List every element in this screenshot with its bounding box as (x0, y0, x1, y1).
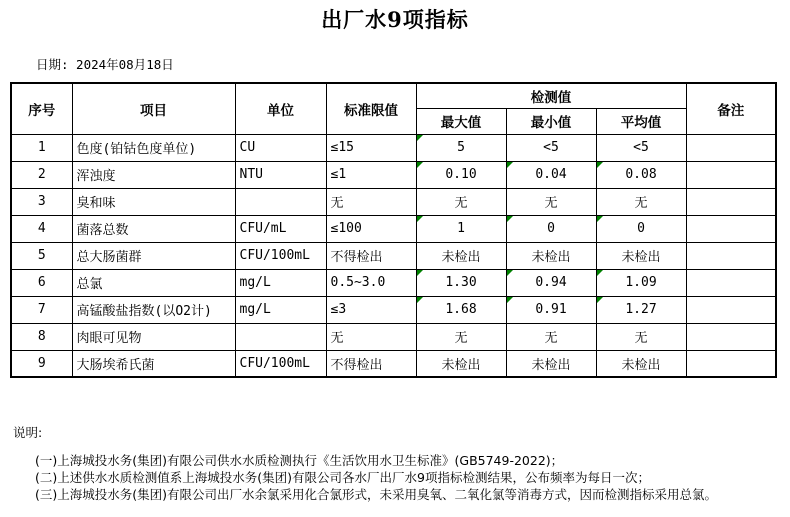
table-row (11, 161, 776, 188)
limit-cell: 0.5~3.0 (326, 269, 416, 296)
cell-corner-marker-icon (507, 270, 513, 276)
seq-cell: 9 (11, 350, 72, 377)
unit-cell: mg/L (235, 269, 326, 296)
table-row (11, 350, 776, 377)
avg-value-cell: 1.27 (596, 296, 686, 323)
unit-cell: CFU/mL (235, 215, 326, 242)
header-max: 最大值 (416, 108, 506, 134)
min-value-cell: 无 (506, 188, 596, 215)
limit-cell: ≤1 (326, 161, 416, 188)
table-row (11, 188, 776, 215)
cell-corner-marker-icon (597, 216, 603, 222)
limit-cell: ≤3 (326, 296, 416, 323)
header-unit: 单位 (235, 83, 326, 134)
item-cell: 臭和味 (72, 188, 235, 215)
max-value-cell: 1.30 (416, 269, 506, 296)
limit-cell: 不得检出 (326, 350, 416, 377)
max-value-cell: 1.68 (416, 296, 506, 323)
limit-cell: ≤100 (326, 215, 416, 242)
max-value-cell: 未检出 (416, 242, 506, 269)
limit-cell: ≤15 (326, 134, 416, 161)
limit-cell: 不得检出 (326, 242, 416, 269)
cell-corner-marker-icon (417, 270, 423, 276)
seq-cell: 6 (11, 269, 72, 296)
seq-cell: 5 (11, 242, 72, 269)
item-cell: 总大肠菌群 (72, 242, 235, 269)
header-limit: 标准限值 (326, 83, 416, 134)
water-quality-table (10, 82, 777, 378)
remark-cell (686, 350, 776, 377)
avg-value-cell: 未检出 (596, 242, 686, 269)
table-row (11, 323, 776, 350)
avg-value-cell: 未检出 (596, 350, 686, 377)
item-cell: 高锰酸盐指数(以O2计) (72, 296, 235, 323)
note-line: (一)上海城投水务(集团)有限公司供水水质检测执行《生活饮用水卫生标准》(GB5749-2022)； (35, 453, 564, 468)
seq-cell: 1 (11, 134, 72, 161)
table-row (11, 242, 776, 269)
table-row (11, 134, 776, 161)
unit-cell: CU (235, 134, 326, 161)
unit-cell: mg/L (235, 296, 326, 323)
min-value-cell: 0.94 (506, 269, 596, 296)
page-title: 出厂水9项指标 (321, 7, 469, 32)
limit-cell: 无 (326, 323, 416, 350)
max-value-cell: 无 (416, 188, 506, 215)
limit-cell: 无 (326, 188, 416, 215)
unit-cell: NTU (235, 161, 326, 188)
notes-heading: 说明: (13, 425, 43, 440)
avg-value-cell: 无 (596, 188, 686, 215)
header-avg: 平均值 (596, 108, 686, 134)
header-detection-group: 检测值 (416, 83, 686, 108)
header-remark: 备注 (686, 83, 776, 134)
table-body (11, 134, 776, 377)
cell-corner-marker-icon (597, 297, 603, 303)
cell-corner-marker-icon (597, 162, 603, 168)
max-value-cell: 1 (416, 215, 506, 242)
seq-cell: 8 (11, 323, 72, 350)
cell-corner-marker-icon (417, 162, 423, 168)
max-value-cell: 0.10 (416, 161, 506, 188)
unit-cell (235, 188, 326, 215)
remark-cell (686, 323, 776, 350)
avg-value-cell: 1.09 (596, 269, 686, 296)
min-value-cell: 未检出 (506, 242, 596, 269)
max-value-cell: 5 (416, 134, 506, 161)
item-cell: 浑浊度 (72, 161, 235, 188)
header-min: 最小值 (506, 108, 596, 134)
cell-corner-marker-icon (507, 297, 513, 303)
cell-corner-marker-icon (417, 297, 423, 303)
remark-cell (686, 161, 776, 188)
remark-cell (686, 269, 776, 296)
header-seq: 序号 (11, 83, 72, 134)
min-value-cell: 0.91 (506, 296, 596, 323)
table-row (11, 296, 776, 323)
remark-cell (686, 188, 776, 215)
unit-cell: CFU/100mL (235, 350, 326, 377)
min-value-cell: <5 (506, 134, 596, 161)
header-item: 项目 (72, 83, 235, 134)
max-value-cell: 无 (416, 323, 506, 350)
min-value-cell: 0 (506, 215, 596, 242)
avg-value-cell: <5 (596, 134, 686, 161)
avg-value-cell: 0.08 (596, 161, 686, 188)
seq-cell: 7 (11, 296, 72, 323)
notes-lines (35, 452, 780, 503)
cell-corner-marker-icon (507, 162, 513, 168)
note-line: (三)上海城投水务(集团)有限公司出厂水余氯采用化合氯形式，未采用臭氧、二氧化氯等消毒方式，因而检测指标采用总氯。 (35, 487, 718, 502)
avg-value-cell: 无 (596, 323, 686, 350)
min-value-cell: 无 (506, 323, 596, 350)
item-cell: 总氯 (72, 269, 235, 296)
cell-corner-marker-icon (417, 135, 423, 141)
seq-cell: 4 (11, 215, 72, 242)
item-cell: 肉眼可见物 (72, 323, 235, 350)
avg-value-cell: 0 (596, 215, 686, 242)
table-row (11, 269, 776, 296)
item-cell: 大肠埃希氏菌 (72, 350, 235, 377)
remark-cell (686, 296, 776, 323)
cell-corner-marker-icon (417, 216, 423, 222)
max-value-cell: 未检出 (416, 350, 506, 377)
table-header (11, 83, 776, 134)
min-value-cell: 未检出 (506, 350, 596, 377)
unit-cell (235, 323, 326, 350)
cell-corner-marker-icon (597, 270, 603, 276)
item-cell: 色度(铂钴色度单位) (72, 134, 235, 161)
seq-cell: 3 (11, 188, 72, 215)
seq-cell: 2 (11, 161, 72, 188)
date-label: 日期: 2024年08月18日 (36, 57, 174, 72)
item-cell: 菌落总数 (72, 215, 235, 242)
remark-cell (686, 242, 776, 269)
remark-cell (686, 215, 776, 242)
cell-corner-marker-icon (507, 216, 513, 222)
remark-cell (686, 134, 776, 161)
unit-cell: CFU/100mL (235, 242, 326, 269)
note-line: (二)上述供水水质检测值系上海城投水务(集团)有限公司各水厂出厂水9项指标检测结果，公布频率为每日一次； (35, 470, 650, 485)
table-row (11, 215, 776, 242)
min-value-cell: 0.04 (506, 161, 596, 188)
